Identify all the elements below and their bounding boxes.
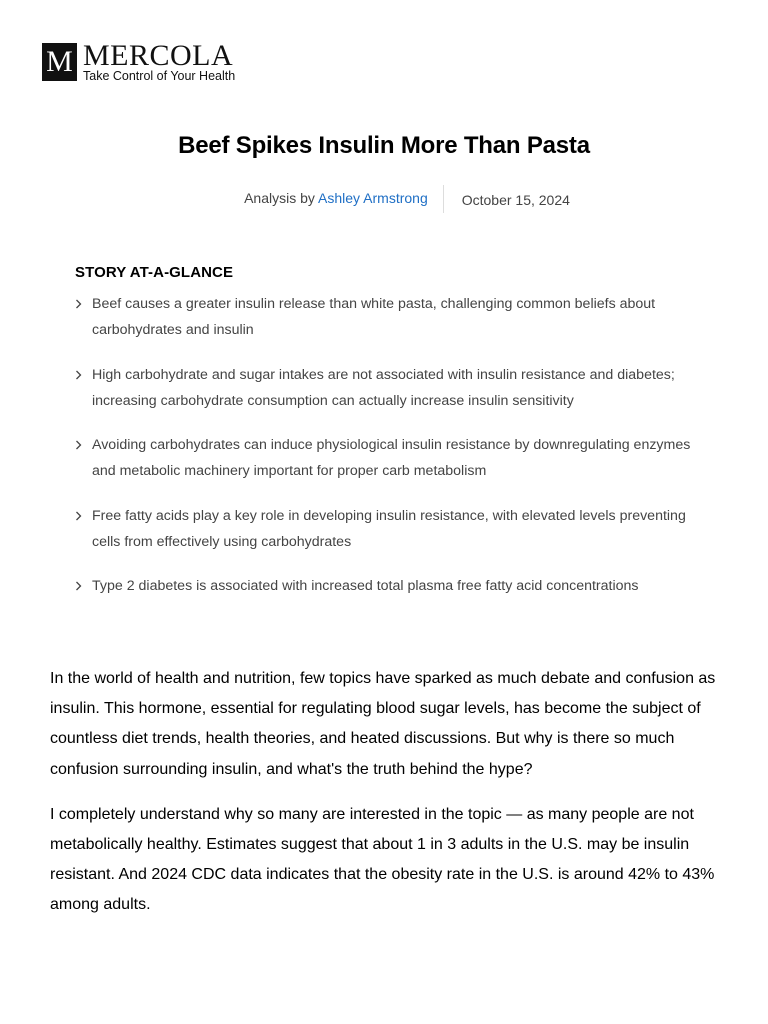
chevron-right-icon <box>75 573 85 599</box>
logo-tagline: Take Control of Your Health <box>83 69 236 83</box>
glance-item-text: Avoiding carbohydrates can induce physiological insulin resistance by downregulating enzymes and metabolic machinery important for proper carb metabolism <box>92 437 691 479</box>
article-title: Beef Spikes Insulin More Than Pasta <box>178 132 590 159</box>
article-meta <box>0 184 768 214</box>
chevron-right-icon <box>75 503 85 529</box>
analysis-prefix: Analysis by <box>244 190 315 206</box>
glance-item <box>75 503 695 555</box>
glance-item <box>75 573 695 599</box>
body-paragraph: I completely understand why so many are interested in the topic — as many people are not metabolically healthy. Estimates suggest that about 1 in 3 adults in the U.S. may be insulin resistant. And 2024 CDC data indicates that the obesity rate in the U.S. is around 42% to 43% among adults. <box>50 805 715 914</box>
glance-item-text: High carbohydrate and sugar intakes are not associated with insulin resistance and diabetes; increasing carbohydrate consumption can actually increase insulin sensitivity <box>92 366 675 409</box>
glance-item-text: Beef causes a greater insulin release than white pasta, challenging common beliefs about carbohydrates and insulin <box>92 296 656 338</box>
site-logo[interactable] <box>42 39 236 83</box>
glance-item <box>75 432 695 484</box>
logo-name: MERCOLA <box>83 39 234 72</box>
logo-text <box>83 39 236 83</box>
glance-item-text: Free fatty acids play a key role in developing insulin resistance, with elevated levels preventing cells from effectively using carbohydrates <box>92 507 686 550</box>
glance-heading: STORY AT-A-GLANCE <box>75 264 234 281</box>
glance-list <box>75 291 695 599</box>
chevron-right-icon <box>75 432 85 458</box>
article-byline <box>244 185 444 213</box>
author-link[interactable]: Ashley Armstrong <box>318 190 428 206</box>
glance-item <box>75 291 695 343</box>
chevron-right-icon <box>75 362 85 388</box>
publish-date: October 15, 2024 <box>461 192 570 208</box>
glance-item <box>75 362 695 414</box>
chevron-right-icon <box>75 291 85 317</box>
article-body <box>50 664 718 936</box>
logo-mark-icon: M <box>42 43 77 81</box>
glance-item-text: Type 2 diabetes is associated with increased total plasma free fatty acid concentrations <box>92 578 639 594</box>
story-at-a-glance <box>75 264 695 618</box>
body-paragraph: In the world of health and nutrition, few topics have sparked as much debate and confusion as insulin. This hormone, essential for regulating blood sugar levels, has become the subject of countless diet trends, health theories, and heated discussions. But why is there so much confusion surrounding insulin, and what's the truth behind the hype? <box>50 670 716 778</box>
